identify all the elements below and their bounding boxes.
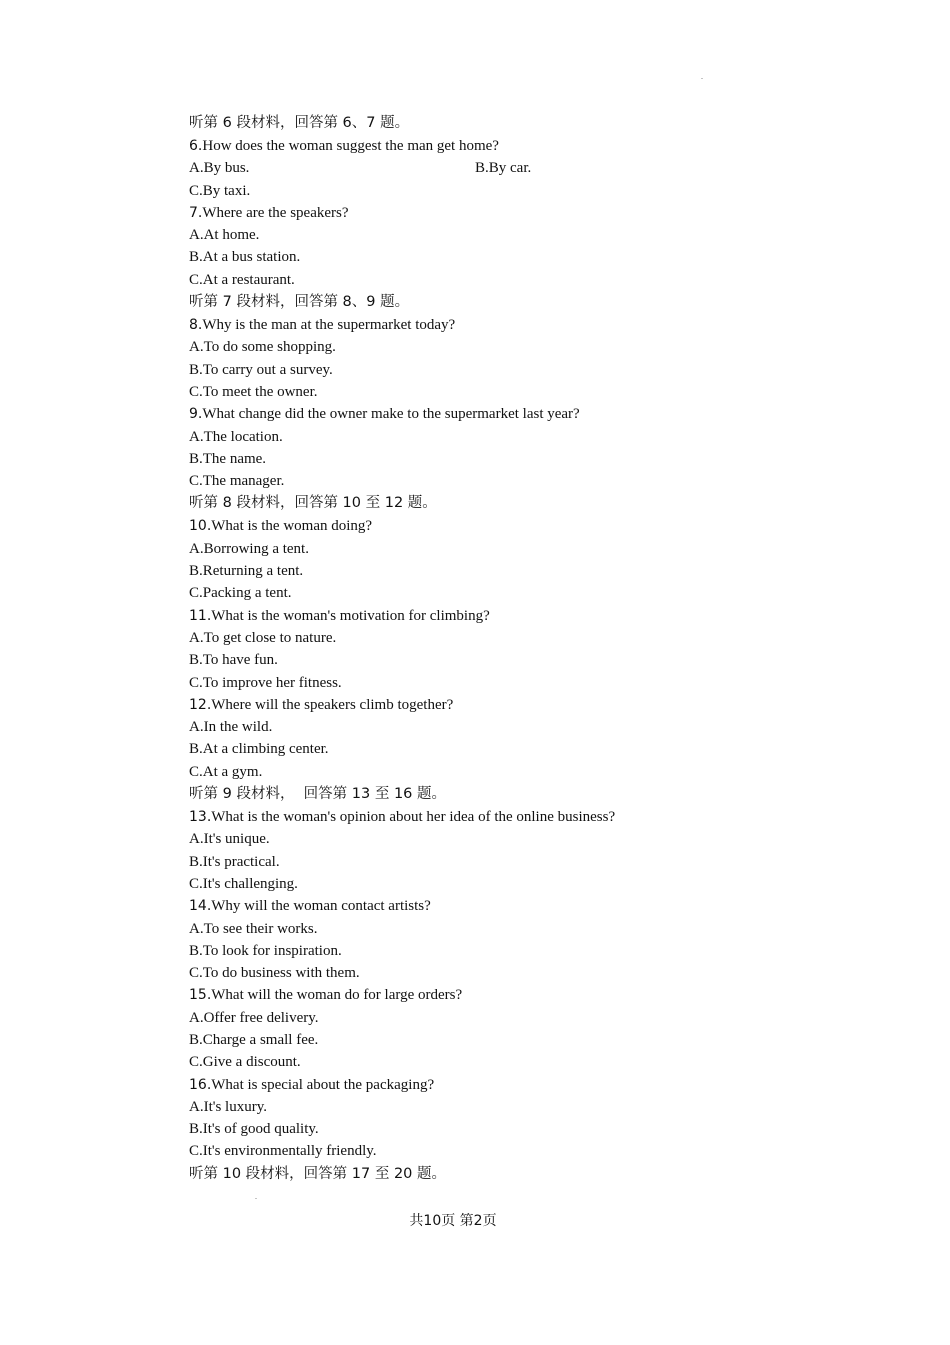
- option-a: A.Borrowing a tent.: [189, 540, 309, 557]
- section-header-8: 听第 8 段材料，回答第 10 至 12 题。: [189, 495, 437, 512]
- question-6: [189, 135, 789, 157]
- question-15: [189, 984, 789, 1006]
- section-header-7: 听第 7 段材料，回答第 8、9 题。: [189, 294, 410, 311]
- question-16: [189, 1074, 789, 1096]
- option-b: B.It's of good quality.: [189, 1121, 319, 1138]
- option-c: C.To do business with them.: [189, 965, 360, 982]
- option-b: B.Returning a tent.: [189, 563, 304, 580]
- option-b: B.Charge a small fee.: [189, 1031, 319, 1048]
- page-number: 共10页 第2页: [409, 1213, 497, 1229]
- options-row: [189, 157, 789, 179]
- option-c: C.To meet the owner.: [189, 383, 318, 400]
- option-a: A.To do some shopping.: [189, 339, 336, 356]
- question-9: [189, 403, 789, 425]
- section-header-10: 听第 10 段材料，回答第 17 至 20 题。: [189, 1165, 447, 1182]
- question-text: How does the woman suggest the man get home?: [202, 138, 499, 154]
- option-b: B.The name.: [189, 450, 267, 467]
- question-7: [189, 202, 789, 224]
- question-number: 12.: [189, 696, 212, 713]
- question-number: 8.: [189, 317, 203, 334]
- question-text: Why will the woman contact artists?: [211, 898, 431, 915]
- question-10: [189, 515, 789, 537]
- question-text: What will the woman do for large orders?: [211, 987, 463, 1004]
- question-13: [189, 806, 789, 828]
- question-11: [189, 605, 789, 627]
- option-a: A.At home.: [189, 227, 260, 244]
- section-header-9: 听第 9 段材料， 回答第 13 至 16 题。: [189, 786, 446, 803]
- question-text: What is special about the packaging?: [211, 1076, 435, 1093]
- option-a: A.Offer free delivery.: [189, 1009, 319, 1026]
- option-c: C.It's challenging.: [189, 875, 298, 892]
- option-a: A.It's unique.: [189, 831, 270, 848]
- option-b: B.It's practical.: [189, 853, 280, 870]
- option-c: C.Packing a tent.: [189, 585, 292, 602]
- option-b: B.To carry out a survey.: [189, 361, 333, 378]
- option-a: A.By bus.: [189, 160, 250, 177]
- option-a: A.To get close to nature.: [189, 629, 337, 646]
- question-number: 15.: [189, 987, 212, 1004]
- option-a: A.To see their works.: [189, 920, 318, 937]
- question-8: [189, 314, 789, 336]
- question-number: 6.: [189, 138, 203, 154]
- question-text: What is the woman's opinion about her idea of the online business?: [211, 809, 616, 826]
- question-number: 13.: [189, 809, 212, 826]
- option-a: A.It's luxury.: [189, 1098, 267, 1115]
- question-number: 11.: [189, 607, 212, 624]
- question-number: 16.: [189, 1076, 212, 1093]
- option-b: B.To look for inspiration.: [189, 942, 342, 959]
- option-a: A.The location.: [189, 428, 283, 445]
- question-text: What change did the owner make to the supermarket last year?: [202, 406, 580, 423]
- question-text: Where will the speakers climb together?: [211, 696, 454, 713]
- option-c: C.At a gym.: [189, 763, 263, 780]
- question-list: [189, 112, 789, 1186]
- option-c: C.It's environmentally friendly.: [189, 1143, 377, 1160]
- question-number: 10.: [189, 518, 212, 535]
- option-c: C.At a restaurant.: [189, 271, 295, 288]
- option-c: C.To improve her fitness.: [189, 674, 342, 691]
- question-text: Where are the speakers?: [202, 204, 349, 221]
- bottom-mark: .: [255, 1192, 257, 1201]
- option-c: C.Give a discount.: [189, 1054, 301, 1071]
- option-b: B.At a climbing center.: [189, 741, 329, 758]
- question-text: Why is the man at the supermarket today?: [202, 317, 456, 334]
- corner-mark: .: [701, 72, 703, 81]
- page-footer: [0, 1210, 950, 1230]
- option-a: A.In the wild.: [189, 719, 273, 736]
- option-b: B.To have fun.: [189, 652, 278, 669]
- question-text: What is the woman's motivation for climbing?: [211, 607, 490, 624]
- question-number: 14.: [189, 898, 212, 915]
- question-14: [189, 895, 789, 917]
- question-number: 9.: [189, 406, 203, 423]
- option-b: B.At a bus station.: [189, 249, 301, 266]
- option-c: C.The manager.: [189, 473, 285, 490]
- question-number: 7.: [189, 204, 203, 221]
- option-c: C.By taxi.: [189, 182, 251, 199]
- question-12: [189, 694, 789, 716]
- option-b: B.By car.: [475, 160, 532, 177]
- question-text: What is the woman doing?: [211, 518, 373, 535]
- section-header-6: 听第 6 段材料，回答第 6、7 题。: [189, 115, 410, 131]
